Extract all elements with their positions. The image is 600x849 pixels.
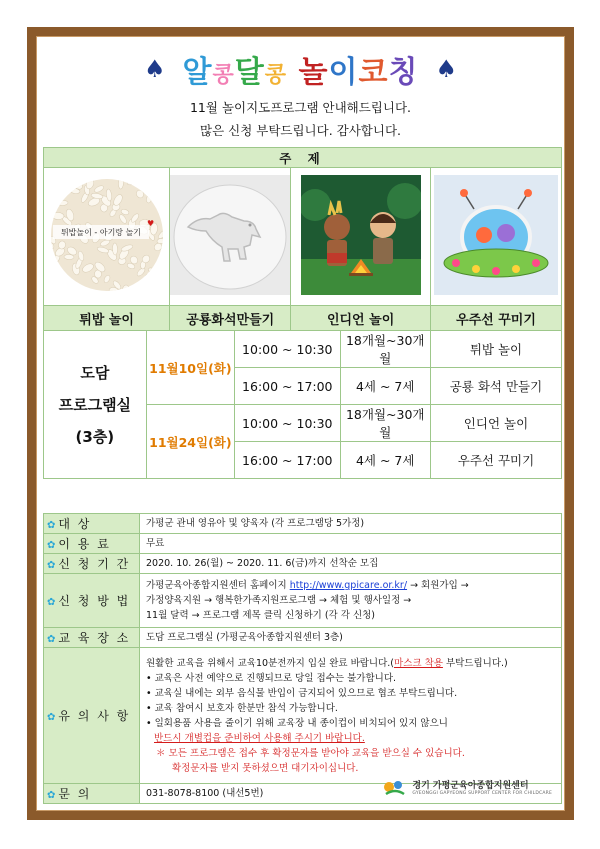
- info-key-target: ✿ 대 상: [44, 514, 140, 534]
- flower-icon: ✿: [47, 790, 56, 801]
- spaceship-image: [434, 175, 558, 295]
- notice-star-line: 확정문자를 받지 못하셨으면 대기자이십니다.: [172, 762, 359, 774]
- time-cell: 10:00 ~ 10:30: [235, 405, 340, 442]
- logo-subtitle: GYEONGGI GAPYEONG SUPPORT CENTER FOR CHILDCARE: [412, 790, 552, 796]
- time-cell: 16:00 ~ 17:00: [235, 368, 340, 405]
- page-title: [183, 47, 419, 91]
- title-char: [287, 55, 298, 90]
- flower-icon: ✿: [47, 540, 56, 551]
- info-key-period: ✿ 신 청 기 간: [44, 554, 140, 574]
- topic-header: 주 제: [44, 148, 562, 168]
- flower-icon: ✿: [47, 560, 56, 571]
- title-char: 콩: [264, 63, 288, 88]
- info-table: [43, 513, 562, 804]
- program-table: [43, 147, 562, 479]
- program-cell: 인디언 놀이: [430, 405, 561, 442]
- info-value-place: 도담 프로그램실 (가평군육아종합지원센터 3층): [140, 628, 562, 648]
- poster-frame: [27, 27, 574, 820]
- flower-icon: ✿: [47, 520, 56, 531]
- topic-image-fossil: [170, 168, 291, 306]
- logo-icon: [382, 778, 408, 798]
- time-cell: 10:00 ~ 10:30: [235, 331, 340, 368]
- spade-icon: ♠: [143, 55, 166, 83]
- info-key-notice: ✿ 유 의 사 항: [44, 648, 140, 784]
- puffed-rice-image: [47, 175, 167, 295]
- program-cell: 튀밥 놀이: [430, 331, 561, 368]
- title-char: 칭: [388, 55, 419, 90]
- topic-label: 튀밥 놀이: [44, 306, 170, 331]
- topic-image-indian: [291, 168, 431, 306]
- topic-image-spaceship: [430, 168, 561, 306]
- info-value-method: 가평군육아종합지원센터 홈페이지 http://www.gpicare.or.kr/ → 회원가입 → 가정양육지원 → 행복한가족지원프로그램 → 체험 및 행사일정 → 11월 달력 → 프로그램 제목 클릭 신청하기 (각 각 신청): [140, 574, 562, 628]
- title-char: 알: [182, 55, 213, 90]
- room-cell: [44, 331, 147, 479]
- info-value-target: 가평군 관내 영유아 및 양육자 (각 프로그램당 5가정): [140, 514, 562, 534]
- title-char: 이: [328, 55, 359, 90]
- room-floor: (3층): [75, 427, 115, 446]
- time-cell: 16:00 ~ 17:00: [235, 442, 340, 479]
- room-name: 도담: [80, 363, 110, 382]
- topic-image-puffed-rice: [44, 168, 170, 306]
- flower-icon: ✿: [47, 712, 56, 723]
- intro-line-2: 많은 신청 부탁드립니다. 감사합니다.: [200, 123, 401, 138]
- program-cell: 공룡 화석 만들기: [430, 368, 561, 405]
- flower-icon: ✿: [47, 597, 56, 608]
- intro-line-1: 11월 놀이지도프로그램 안내해드립니다.: [189, 100, 412, 115]
- info-value-fee: 무료: [140, 534, 562, 554]
- date-cell: 11월24일(화): [146, 405, 234, 479]
- age-cell: 18개월~30개월: [340, 331, 430, 368]
- info-key-fee: ✿ 이 용 료: [44, 534, 140, 554]
- notice-bullet: • 교육실 내에는 외부 음식물 반입이 금지되어 있으므로 협조 부탁드립니다.: [146, 687, 458, 699]
- info-key-method: ✿ 신 청 방 법: [44, 574, 140, 628]
- info-value-notice: 원활한 교육을 위해서 교육10분전까지 입실 완료 바랍니다.(마스크 착용 부탁드립니다.) • 교육은 사전 예약으로 진행되므로 당일 접수는 불가합니다. • 교육실 내에는 외부 음식물 반입이 금지되어 있으므로 협조 부탁드립니다. • 교육 참여시 보호자 한분만 참석 가능합니다. • 일회용품 사용을 줄이기 위해 교육장 내 종이컵이 비치되어 있지 않으니 반드시 개별컵을 준비하여 사용해 주시기 바랍니다. ＊ 모든 프로그램은 접수 후 확정문자를 받아야 교육을 받으실 수 있습니다. 확정문자를 받지 못하셨으면 대기자이십니다.: [140, 648, 562, 784]
- title-row: [41, 47, 560, 91]
- topic-label: 공룡화석만들기: [170, 306, 291, 331]
- info-key-place: ✿ 교 육 장 소: [44, 628, 140, 648]
- room-name: 프로그램실: [58, 395, 132, 414]
- title-char: 코: [358, 55, 389, 90]
- age-cell: 4세 ~ 7세: [340, 368, 430, 405]
- info-value-contact: 031-8078-8100 (내선5번): [140, 784, 562, 804]
- info-value-period: 2020. 10. 26(월) ~ 2020. 11. 6(금)까지 선착순 모집: [140, 554, 562, 574]
- spade-icon: ♠: [435, 55, 458, 83]
- notice-bullet: • 일회용품 사용을 줄이기 위해 교육장 내 종이컵이 비치되어 있지 않으니: [146, 717, 448, 729]
- program-cell: 우주선 꾸미기: [430, 442, 561, 479]
- flower-icon: ✿: [47, 634, 56, 645]
- dinosaur-fossil-image: [170, 175, 290, 295]
- homepage-link[interactable]: http://www.gpicare.or.kr/: [289, 580, 408, 591]
- notice-bullet: • 교육은 사전 예약으로 진행되므로 당일 접수는 불가합니다.: [146, 672, 397, 684]
- date-cell: 11월10일(화): [146, 331, 234, 405]
- poster-content: [41, 41, 560, 806]
- title-char: 놀: [298, 55, 329, 90]
- notice-star-line: ＊ 모든 프로그램은 접수 후 확정문자를 받아야 교육을 받으실 수 있습니다.: [156, 747, 465, 759]
- age-cell: 4세 ~ 7세: [340, 442, 430, 479]
- info-key-contact: ✿ 문 의: [44, 784, 140, 804]
- heart-icon: ♥: [146, 218, 154, 228]
- puffed-rice-caption: 튀밥놀이 - 아기랑 놀기: [60, 227, 141, 237]
- indian-play-image: [301, 175, 421, 295]
- age-cell: 18개월~30개월: [340, 405, 430, 442]
- title-char: 콩: [212, 63, 235, 88]
- topic-label: 인디언 놀이: [291, 306, 431, 331]
- center-logo: [382, 778, 552, 798]
- notice-red-line: 반드시 개별컵을 준비하여 사용해 주시기 바랍니다.: [154, 732, 365, 744]
- notice-bullet: • 교육 참여시 보호자 한분만 참석 가능합니다.: [146, 702, 338, 714]
- title-char: 달: [234, 55, 265, 90]
- topic-label: 우주선 꾸미기: [430, 306, 561, 331]
- logo-name: 경기 가평군육아종합지원센터: [412, 780, 529, 791]
